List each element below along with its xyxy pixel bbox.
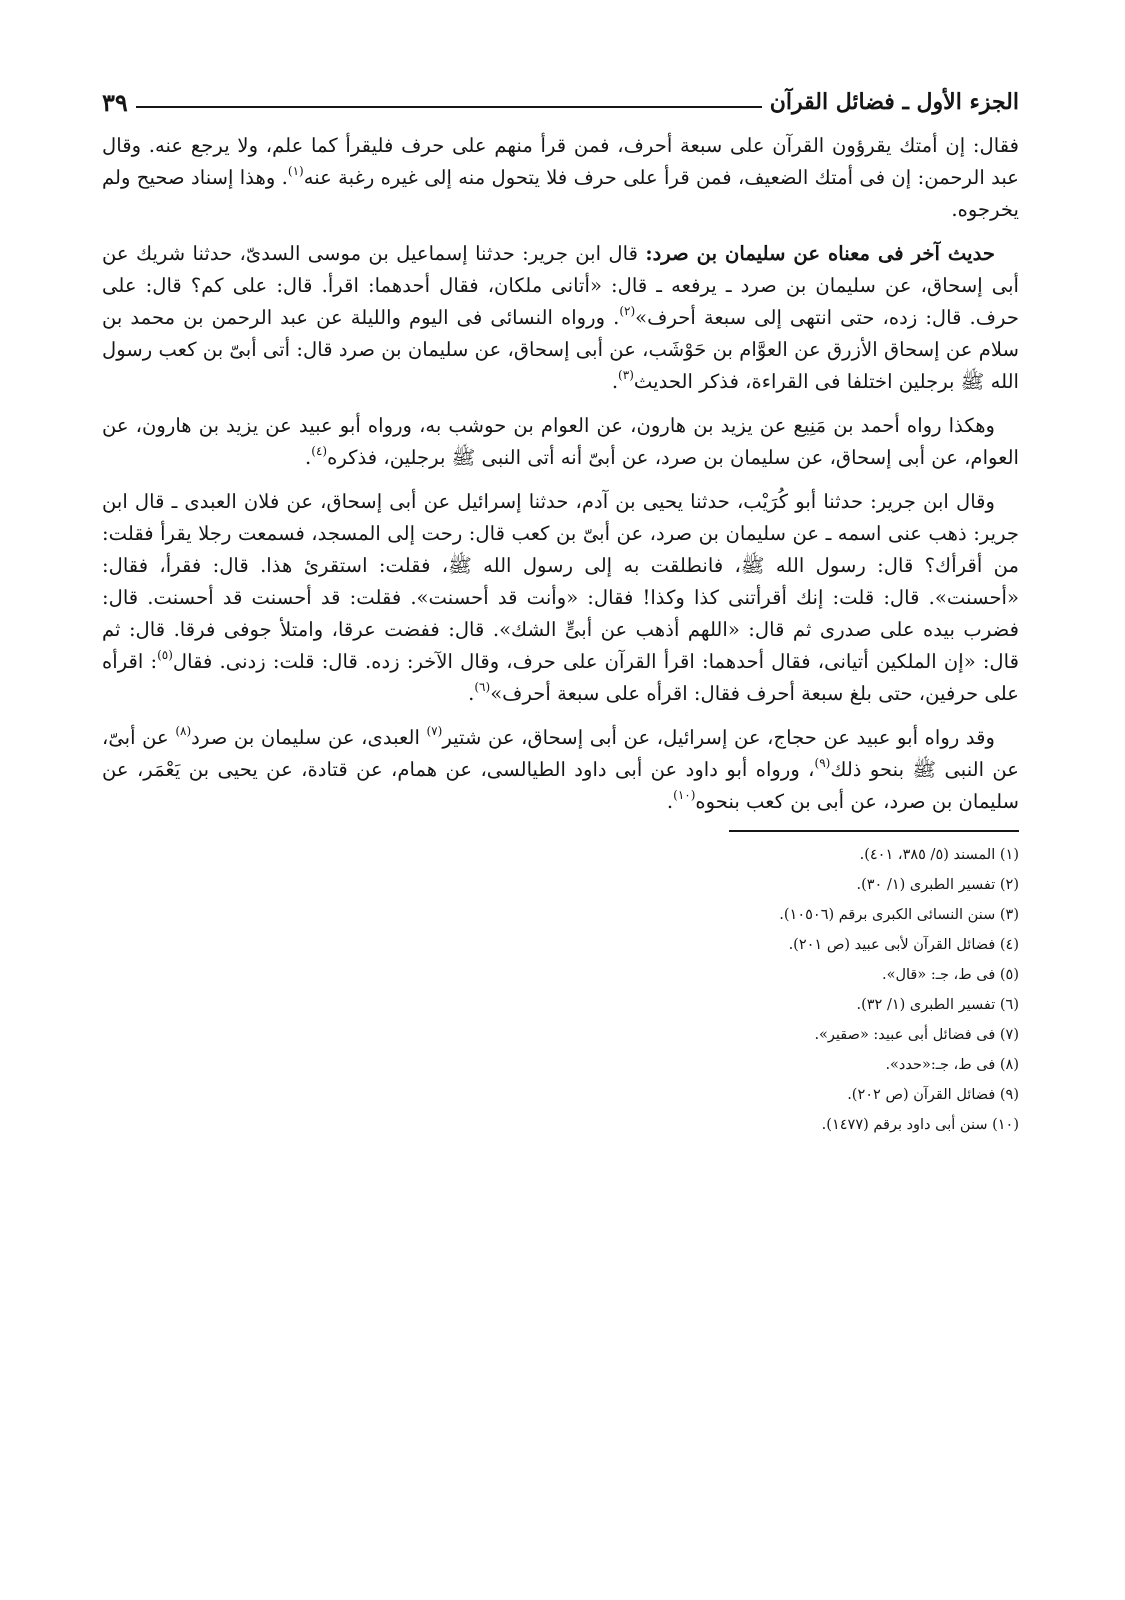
text-run: قال ابن جرير: حدثنا إسماعيل بن موسى السدىّ، حدثنا شريك عن أبى إسحاق، عن سليمان بن صرد ـ يرفعه ـ قال: «أتانى ملكان، فقال أحدهما: اقرأ. قال: على كم؟ قال: على حرف. قال: زده، حتى انتهى إلى سبعة أحرف» <box>102 242 1019 329</box>
footnotes-list <box>102 840 1019 1140</box>
footnote-reference: (٢) <box>619 304 636 318</box>
footnote-item: (٢) تفسير الطبرى (١/ ٣٠). <box>856 877 1019 893</box>
footnote-separator <box>729 830 1019 832</box>
page-number: ٣٩ <box>102 87 128 117</box>
footnote-item: (٨) فى ط، جـ:«حدد». <box>885 1057 1019 1073</box>
text-run: عن أبىّ، عن النبى ﷺ بنحو ذلك <box>102 726 1019 781</box>
paragraph <box>102 410 1019 474</box>
main-text <box>102 130 1019 818</box>
text-run: . ورواه النسائى فى اليوم والليلة عن عبد الرحمن بن محمد بن سلام عن إسحاق الأزرق عن العوَّام بن حَوْشَب، عن أبى إسحاق، عن سليمان بن صرد قال: أتى أبىّ بن كعب رسول الله ﷺ برجلين اختلفا فى القراءة، فذكر الحديث <box>102 306 1019 393</box>
footnote-item: (٤) فضائل القرآن لأبى عبيد (ص ٢٠١). <box>788 937 1019 953</box>
footnote-item: (٩) فضائل القرآن (ص ٢٠٢). <box>847 1087 1019 1103</box>
paragraph <box>102 130 1019 226</box>
footnote-reference: (٥) <box>157 648 173 662</box>
footnote-reference: (٣) <box>618 368 634 382</box>
text-run: . <box>611 370 619 393</box>
book-page <box>102 84 1019 1140</box>
paragraph <box>102 722 1019 818</box>
text-run: العبدى، عن سليمان بن صرد <box>191 726 427 749</box>
footnote-item: (٥) فى ط، جـ: «قال». <box>881 967 1019 983</box>
footnote-reference: (٤) <box>311 444 328 458</box>
paragraph <box>102 238 1019 398</box>
footnote-reference: (٨) <box>175 724 192 738</box>
header-rule <box>136 106 762 108</box>
running-header <box>102 84 1019 120</box>
footnote-reference: (١٠) <box>673 788 696 802</box>
section-heading: حديث آخر فى معناه عن سليمان بن صرد: <box>645 242 995 265</box>
running-title: الجزء الأول ـ فضائل القرآن <box>769 89 1019 115</box>
text-run: : اقرأه على حرفين، حتى بلغ سبعة أحرف فقال: اقرأه على سبعة أحرف» <box>102 650 1019 705</box>
text-run: وقال ابن جرير: حدثنا أبو كُرَيْب، حدثنا يحيى بن آدم، حدثنا إسرائيل عن أبى إسحاق، عن فلان العبدى ـ قال ابن جرير: ذهب عنى اسمه ـ عن سليمان بن صرد، عن أبىّ بن كعب قال: رحت إلى المسجد، فسمعت رجلا يقرأ فقلت: من أقرأك؟ قال: رسول الله ﷺ، فانطلقت به إلى رسول الله ﷺ، فقلت: استقرئ هذا. قال: فقرأ، فقال: «أحسنت». قال: قلت: إنك أقرأتنى كذا وكذا! فقال: «وأنت قد أحسنت». فقلت: قد أحسنت قد أحسنت. قال: فضرب بيده على صدرى ثم قال: «اللهم أذهب عن أبىٍّ الشك». قال: ففضت عرقا، وامتلأ جوفى فرقا. قال: ثم قال: «إن الملكين أتيانى، فقال أحدهما: اقرأ القرآن على حرف، وقال الآخر: زده. قال: قلت: زدنى. فقال <box>102 490 1019 673</box>
text-run: . <box>666 790 674 813</box>
footnote-item: (١٠) سنن أبى داود برقم (١٤٧٧). <box>821 1117 1019 1133</box>
footnote-reference: (٧) <box>426 724 443 738</box>
text-run: فقال: إن أمتك يقرؤون القرآن على سبعة أحرف، فمن قرأ منهم على حرف فليقرأ كما علم، ولا يرجع عنه. وقال عبد الرحمن: إن فى أمتك الضعيف، فمن قرأ على حرف فلا يتحول منه إلى غيره رغبة عنه <box>102 134 1019 189</box>
footnote-reference: (١) <box>287 164 304 178</box>
footnote-item: (٧) فى فضائل أبى عبيد: «صقير». <box>814 1027 1019 1043</box>
footnote-reference: (٦) <box>474 680 491 694</box>
footnote-item: (٣) سنن النسائى الكبرى برقم (١٠٥٠٦). <box>779 907 1019 923</box>
text-run: ، ورواه أبو داود عن أبى داود الطيالسى، عن همام، عن قتادة، عن يحيى بن يَعْمَر، عن سليمان بن صرد، عن أبى بن كعب بنحوه <box>102 758 1019 813</box>
paragraph <box>102 486 1019 710</box>
text-run: . <box>305 446 312 469</box>
text-run: . وهذا إسناد صحيح ولم يخرجوه. <box>102 166 1019 221</box>
text-run: وقد رواه أبو عبيد عن حجاج، عن إسرائيل، عن أبى إسحاق، عن شتير <box>442 726 995 749</box>
footnote-item: (٦) تفسير الطبرى (١/ ٣٢). <box>856 997 1019 1013</box>
footnote-item: (١) المسند (٥/ ٣٨٥، ٤٠١). <box>859 847 1019 863</box>
text-run: وهكذا رواه أحمد بن مَنِيع عن يزيد بن هارون، عن العوام بن حوشب به، ورواه أبو عبيد عن يزيد بن هارون، عن العوام، عن أبى إسحاق، عن سليمان بن صرد، عن أبىّ أنه أتى النبى ﷺ برجلين، فذكره <box>102 414 1019 469</box>
text-run: . <box>468 682 475 705</box>
footnote-reference: (٩) <box>814 756 831 770</box>
